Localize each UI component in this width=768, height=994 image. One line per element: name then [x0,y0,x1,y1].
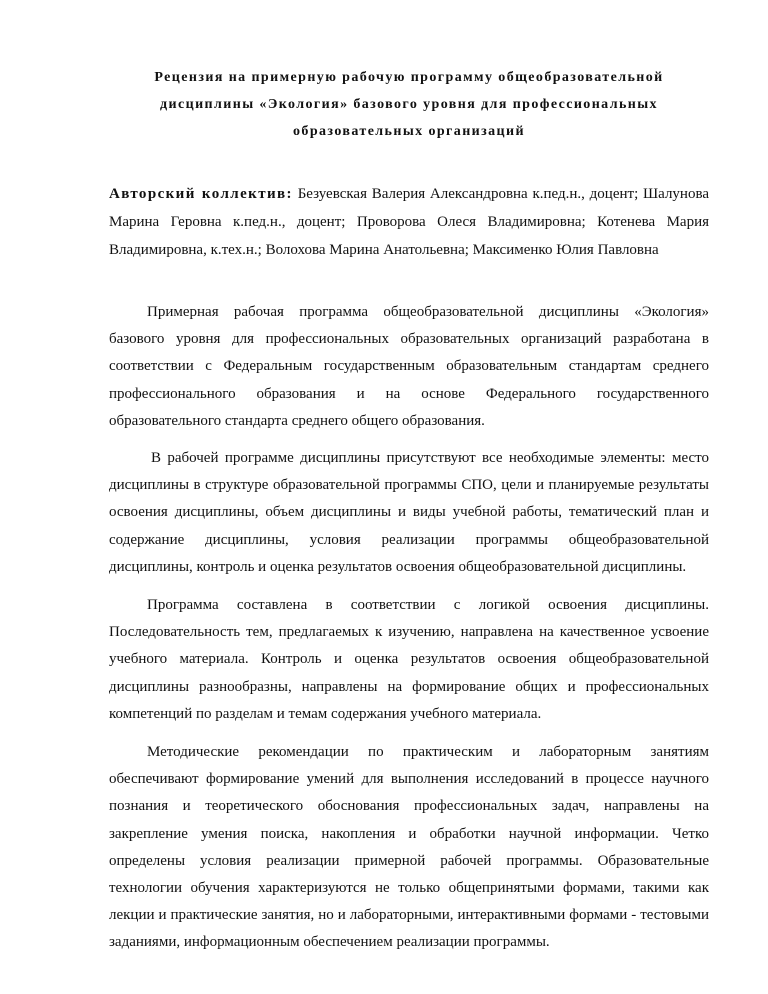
title-line-1: Рецензия на примерную рабочую программу общеобразовательной [154,70,664,85]
paragraph-3: Программа составлена в соответствии с логикой освоения дисциплины. Последовательность тем, предлагаемых к изучению, направлена на качественное усвоение учебного материала. Контроль и оценка результатов освоения общеобразовательной дисциплины разнообразны, направлены на формирование общих и профессиональных компетенций по разделам и темам содержания учебного материала. [109,597,709,722]
title-line-2: дисциплины «Экология» базового уровня для профессиональных [160,97,658,112]
paragraph-2: В рабочей программе дисциплины присутствуют все необходимые элементы: место дисциплины в структуре образовательной программы СПО, цели и планируемые результаты освоения дисциплины, объем дисциплины и виды учебной работы, тематический план и содержание дисциплины, условия реализации программы общеобразовательной дисциплины, контроль и оценка результатов освоения общеобразовательной дисциплины. [109,450,709,575]
document-page [109,64,709,957]
title-line-3: образовательных организаций [293,124,525,139]
authors-block [109,180,709,264]
paragraph-1: Примерная рабочая программа общеобразовательной дисциплины «Экология» базового уровня для профессиональных образовательных организаций разработана в соответствии с Федеральным государственным образовательным стандартам среднего профессионального образования и на основе Федерального государственного образовательного стандарта среднего общего образования. [109,304,709,429]
paragraph-4: Методические рекомендации по практическим и лабораторным занятиям обеспечивают формирование умений для выполнения исследований в процессе научного познания и теоретического обоснования профессиональных задач, направлены на закрепление умения поиска, накопления и обработки научной информации. Четко определены условия реализации примерной рабочей программы. Образовательные технологии обучения характеризуются не только общепринятыми формами, такими как лекции и практические занятия, но и лабораторными, интерактивными формами - тестовыми заданиями, информационным обеспечением реализации программы. [109,744,709,951]
document-title [109,64,709,145]
authors-label: Авторский коллектив: [109,186,293,202]
authors-list: Безуевская Валерия Александровна к.пед.н., доцент; Шалунова Марина Геровна к.пед.н., доцент; Проворова Олеся Владимировна; Котенева Мария Владимировна, к.тех.н.; Волохова Марина Анатольевна; Максименко Юлия Павловна [109,186,709,258]
